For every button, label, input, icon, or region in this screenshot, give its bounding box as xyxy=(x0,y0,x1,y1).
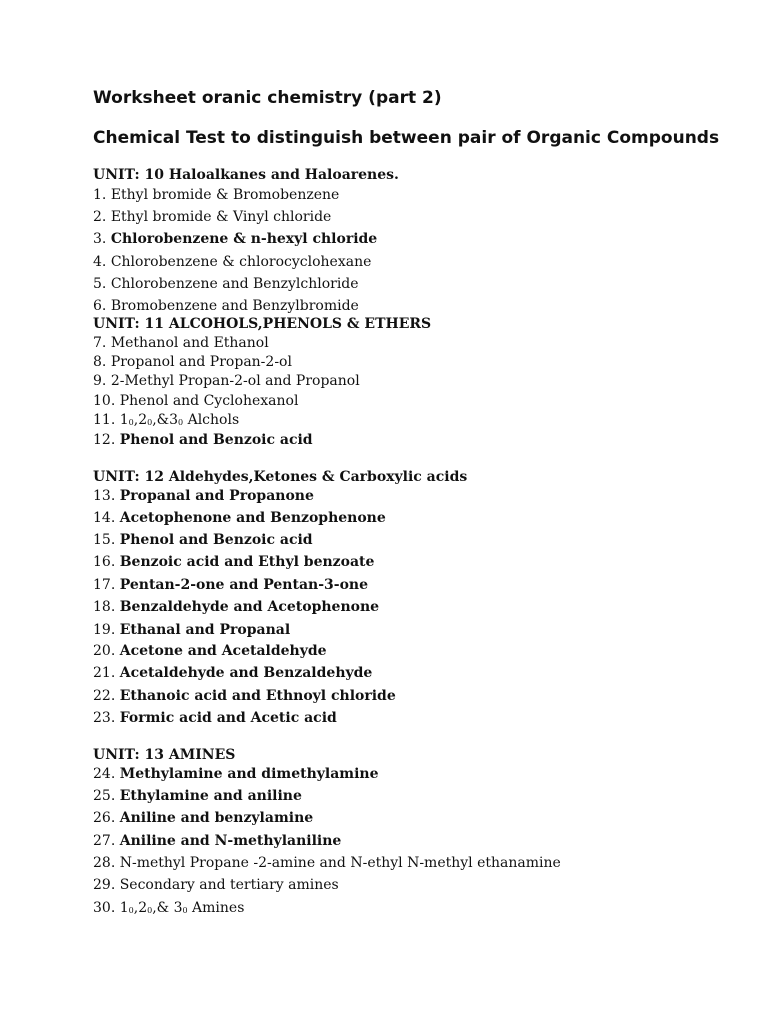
item-text: Phenol and Cyclohexanol xyxy=(119,393,299,409)
item-text: Methylamine and dimethylamine xyxy=(119,766,379,782)
list-item xyxy=(93,642,327,660)
item-text: Ethanal and Propanal xyxy=(119,622,291,638)
unit-heading-12: UNIT: 12 Aldehydes,Ketones & Carboxylic acids xyxy=(93,469,468,485)
list-item xyxy=(93,876,339,894)
page-subtitle: Chemical Test to distinguish between pair of Organic Compounds xyxy=(93,128,720,148)
list-item xyxy=(93,372,360,390)
list-item xyxy=(93,854,561,872)
degree-subscript: 0 xyxy=(178,418,184,427)
list-item xyxy=(93,487,314,505)
item-text: 2-Methyl Propan-2-ol and Propanol xyxy=(110,373,360,389)
list-item xyxy=(93,664,372,682)
item-text: Propanol and Propan-2-ol xyxy=(110,354,292,370)
amine-degree-2: 2 xyxy=(138,900,148,916)
item-number: 4. xyxy=(93,254,107,270)
item-text: Bromobenzene and Benzylbromide xyxy=(110,298,359,314)
list-item xyxy=(93,353,292,371)
list-item xyxy=(93,431,313,449)
item-number: 20. xyxy=(93,643,116,659)
item-text: Methanol and Ethanol xyxy=(110,335,269,351)
list-item xyxy=(93,553,374,571)
list-item xyxy=(93,275,359,293)
item-number: 3. xyxy=(93,231,107,247)
item-number: 17. xyxy=(93,577,116,593)
degree-subscript: 0 xyxy=(128,418,134,427)
list-item xyxy=(93,392,298,410)
list-item xyxy=(93,598,379,616)
list-item xyxy=(93,621,290,639)
item-number: 27. xyxy=(93,833,116,849)
item-text: Chlorobenzene and Benzylchloride xyxy=(110,276,359,292)
list-item xyxy=(93,411,239,432)
degree-subscript: 0 xyxy=(147,418,153,427)
separator: , xyxy=(133,412,139,428)
item-number: 13. xyxy=(93,488,116,504)
alcohol-degree-1: 1 xyxy=(119,412,129,428)
item-number: 30. xyxy=(93,900,116,916)
item-text: Ethylamine and aniline xyxy=(119,788,302,804)
item-number: 11. xyxy=(93,412,116,428)
unit-heading-13: UNIT: 13 AMINES xyxy=(93,747,236,763)
item-number: 25. xyxy=(93,788,116,804)
list-item xyxy=(93,576,368,594)
item-number: 12. xyxy=(93,432,116,448)
item-text: Aniline and N-methylaniline xyxy=(119,833,342,849)
item-number: 22. xyxy=(93,688,116,704)
item-text: Phenol and Benzoic acid xyxy=(119,532,313,548)
item-text: Acetophenone and Benzophenone xyxy=(119,510,386,526)
item-text: Propanal and Propanone xyxy=(119,488,314,504)
item-text: Acetaldehyde and Benzaldehyde xyxy=(119,665,373,681)
degree-subscript: 0 xyxy=(147,906,153,915)
item-number: 29. xyxy=(93,877,116,893)
list-item xyxy=(93,509,386,527)
item-number: 15. xyxy=(93,532,116,548)
list-item xyxy=(93,230,377,248)
separator: ,& xyxy=(152,900,174,916)
item-text: Ethyl bromide & Bromobenzene xyxy=(110,187,340,203)
item-text: Phenol and Benzoic acid xyxy=(119,432,313,448)
item-number: 8. xyxy=(93,354,107,370)
list-item xyxy=(93,687,396,705)
list-item xyxy=(93,186,339,204)
item-number: 10. xyxy=(93,393,116,409)
item-number: 24. xyxy=(93,766,116,782)
alcohol-degree-3: 3 xyxy=(169,412,179,428)
item-number: 28. xyxy=(93,855,116,871)
item-number: 18. xyxy=(93,599,116,615)
list-item xyxy=(93,208,331,226)
item-number: 14. xyxy=(93,510,116,526)
item-text: Alchols xyxy=(183,412,240,428)
list-item xyxy=(93,832,341,850)
alcohol-degree-2: 2 xyxy=(138,412,148,428)
separator: , xyxy=(133,900,139,916)
list-item xyxy=(93,765,379,783)
item-number: 21. xyxy=(93,665,116,681)
list-item xyxy=(93,787,302,805)
unit-heading-11: UNIT: 11 ALCOHOLS,PHENOLS & ETHERS xyxy=(93,316,432,332)
item-number: 19. xyxy=(93,622,116,638)
item-text: Ethanoic acid and Ethnoyl chloride xyxy=(119,688,396,704)
item-number: 23. xyxy=(93,710,116,726)
item-number: 9. xyxy=(93,373,107,389)
list-item xyxy=(93,253,371,271)
item-text: Benzaldehyde and Acetophenone xyxy=(119,599,380,615)
item-text: Benzoic acid and Ethyl benzoate xyxy=(119,554,375,570)
item-text: Acetone and Acetaldehyde xyxy=(119,643,327,659)
item-number: 2. xyxy=(93,209,107,225)
item-text: Chlorobenzene & chlorocyclohexane xyxy=(110,254,372,270)
item-text: Formic acid and Acetic acid xyxy=(119,710,337,726)
amine-degree-1: 1 xyxy=(119,900,129,916)
item-number: 16. xyxy=(93,554,116,570)
item-number: 6. xyxy=(93,298,107,314)
amine-degree-3: 3 xyxy=(173,900,183,916)
item-number: 1. xyxy=(93,187,107,203)
degree-subscript: 0 xyxy=(182,906,188,915)
item-text: Chlorobenzene & n-hexyl chloride xyxy=(110,231,378,247)
item-text: Pentan-2-one and Pentan-3-one xyxy=(119,577,368,593)
item-number: 7. xyxy=(93,335,107,351)
page-title: Worksheet oranic chemistry (part 2) xyxy=(93,88,442,108)
item-text: Amines xyxy=(187,900,245,916)
separator: ,& xyxy=(152,412,170,428)
item-text: Ethyl bromide & Vinyl chloride xyxy=(110,209,332,225)
list-item xyxy=(93,899,244,920)
unit-heading-10: UNIT: 10 Haloalkanes and Haloarenes. xyxy=(93,167,399,183)
list-item xyxy=(93,709,337,727)
item-text: N-methyl Propane -2-amine and N-ethyl N-methyl ethanamine xyxy=(119,855,561,871)
list-item xyxy=(93,334,269,352)
degree-subscript: 0 xyxy=(128,906,134,915)
item-number: 5. xyxy=(93,276,107,292)
item-text: Aniline and benzylamine xyxy=(119,810,314,826)
list-item xyxy=(93,297,359,315)
list-item xyxy=(93,809,313,827)
item-text: Secondary and tertiary amines xyxy=(119,877,339,893)
list-item xyxy=(93,531,313,549)
item-number: 26. xyxy=(93,810,116,826)
